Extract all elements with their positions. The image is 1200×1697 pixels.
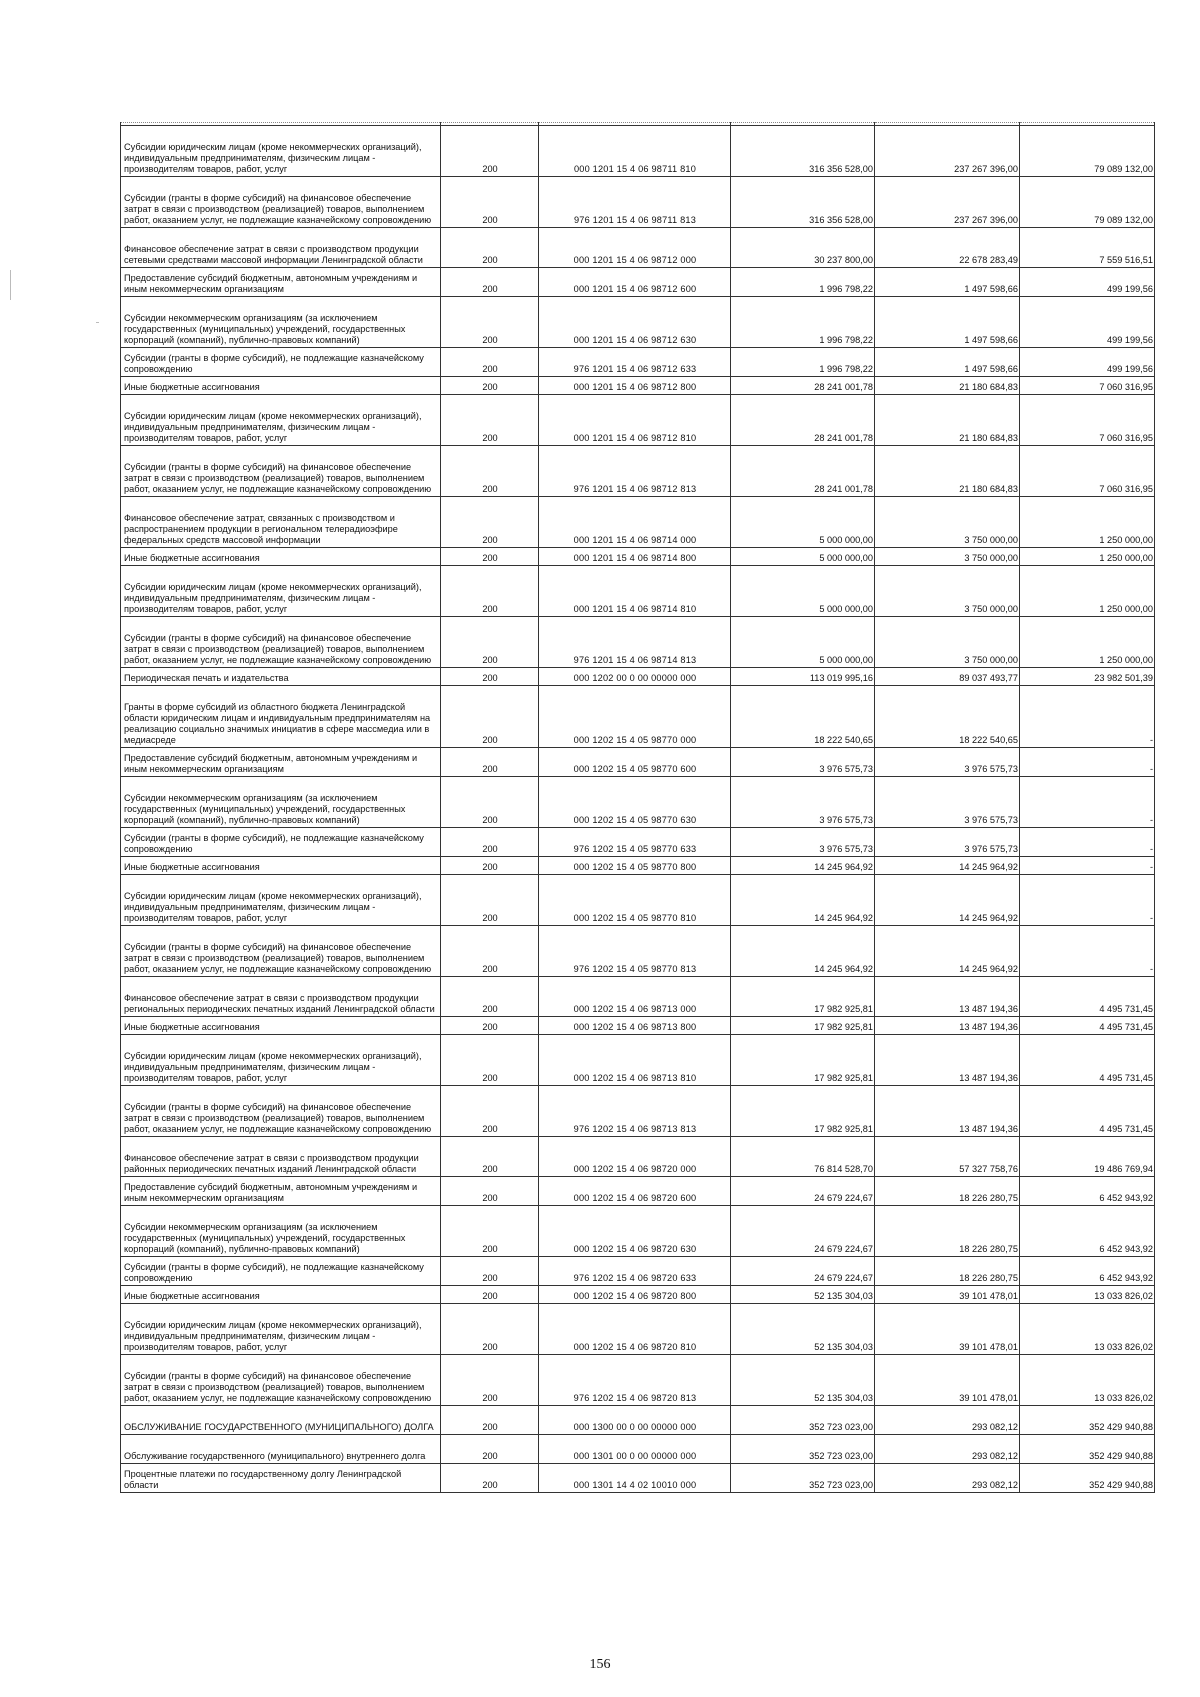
row-remaining-amount-cell: 499 199,56	[1020, 268, 1155, 297]
row-executed-amount-cell: 18 226 280,75	[875, 1177, 1020, 1206]
table-row	[121, 1017, 1155, 1035]
row-executed-amount-cell: 3 976 575,73	[875, 777, 1020, 828]
row-executed-amount-cell: 13 487 194,36	[875, 1035, 1020, 1086]
row-name-cell: Субсидии юридическим лицам (кроме некоммерческих организаций), индивидуальным предпринимателям, физическим лицам - производителям товаров, работ, услуг	[121, 395, 441, 446]
row-executed-amount-cell: 3 750 000,00	[875, 497, 1020, 548]
table-row	[121, 348, 1155, 377]
row-code-200-cell: 200	[441, 1304, 539, 1355]
row-remaining-amount-cell: 1 250 000,00	[1020, 497, 1155, 548]
table-row	[121, 926, 1155, 977]
row-approved-amount-cell: 18 222 540,65	[731, 686, 875, 748]
row-name-cell: ОБСЛУЖИВАНИЕ ГОСУДАРСТВЕННОГО (МУНИЦИПАЛЬНОГО) ДОЛГА	[121, 1406, 441, 1435]
row-remaining-amount-cell: 13 033 826,02	[1020, 1286, 1155, 1304]
row-budget-code-cell: 976 1202 15 4 05 98770 813	[539, 926, 731, 977]
row-remaining-amount-cell: 352 429 940,88	[1020, 1435, 1155, 1464]
row-remaining-amount-cell: -	[1020, 828, 1155, 857]
row-name-cell: Процентные платежи по государственному долгу Ленинградской области	[121, 1464, 441, 1493]
row-code-200-cell: 200	[441, 777, 539, 828]
row-budget-code-cell: 000 1202 15 4 05 98770 810	[539, 875, 731, 926]
row-budget-code-cell: 000 1202 15 4 05 98770 630	[539, 777, 731, 828]
row-name-cell: Иные бюджетные ассигнования	[121, 1286, 441, 1304]
row-remaining-amount-cell: 19 486 769,94	[1020, 1137, 1155, 1177]
table-row	[121, 566, 1155, 617]
row-name-cell: Обслуживание государственного (муниципального) внутреннего долга	[121, 1435, 441, 1464]
row-budget-code-cell: 976 1201 15 4 06 98712 633	[539, 348, 731, 377]
row-executed-amount-cell: 21 180 684,83	[875, 395, 1020, 446]
row-code-200-cell: 200	[441, 228, 539, 268]
row-name-cell: Финансовое обеспечение затрат, связанных с производством и распространением продукции в региональном телерадиоэфире федеральных средств массовой информации	[121, 497, 441, 548]
row-remaining-amount-cell: 6 452 943,92	[1020, 1206, 1155, 1257]
row-name-cell: Предоставление субсидий бюджетным, автономным учреждениям и иным некоммерческим организациям	[121, 748, 441, 777]
row-approved-amount-cell: 17 982 925,81	[731, 1035, 875, 1086]
row-name-cell: Субсидии (гранты в форме субсидий) на финансовое обеспечение затрат в связи с производством (реализацией) товаров, выполнением работ, оказанием услуг, не подлежащие казначейскому сопровождению	[121, 617, 441, 668]
row-remaining-amount-cell: 23 982 501,39	[1020, 668, 1155, 686]
row-code-200-cell: 200	[441, 177, 539, 228]
row-code-200-cell: 200	[441, 686, 539, 748]
row-executed-amount-cell: 13 487 194,36	[875, 1086, 1020, 1137]
table-row	[121, 875, 1155, 926]
table-row	[121, 268, 1155, 297]
row-remaining-amount-cell: 79 089 132,00	[1020, 126, 1155, 177]
row-remaining-amount-cell: 4 495 731,45	[1020, 1017, 1155, 1035]
row-budget-code-cell: 976 1202 15 4 06 98720 633	[539, 1257, 731, 1286]
row-executed-amount-cell: 1 497 598,66	[875, 297, 1020, 348]
row-approved-amount-cell: 352 723 023,00	[731, 1406, 875, 1435]
page-number: 156	[589, 1657, 611, 1672]
table-row	[121, 748, 1155, 777]
row-name-cell: Предоставление субсидий бюджетным, автономным учреждениям и иным некоммерческим организациям	[121, 268, 441, 297]
row-name-cell: Субсидии юридическим лицам (кроме некоммерческих организаций), индивидуальным предпринимателям, физическим лицам - производителям товаров, работ, услуг	[121, 126, 441, 177]
row-approved-amount-cell: 52 135 304,03	[731, 1286, 875, 1304]
table-row	[121, 395, 1155, 446]
row-executed-amount-cell: 237 267 396,00	[875, 126, 1020, 177]
row-code-200-cell: 200	[441, 926, 539, 977]
budget-table-body	[121, 123, 1155, 1493]
row-executed-amount-cell: 18 226 280,75	[875, 1206, 1020, 1257]
row-budget-code-cell: 000 1201 15 4 06 98712 000	[539, 228, 731, 268]
row-name-cell: Финансовое обеспечение затрат в связи с производством продукции районных периодических печатных изданий Ленинградской области	[121, 1137, 441, 1177]
row-executed-amount-cell: 18 222 540,65	[875, 686, 1020, 748]
row-remaining-amount-cell: -	[1020, 875, 1155, 926]
row-approved-amount-cell: 17 982 925,81	[731, 977, 875, 1017]
row-budget-code-cell: 000 1201 15 4 06 98712 800	[539, 377, 731, 395]
row-executed-amount-cell: 237 267 396,00	[875, 177, 1020, 228]
row-budget-code-cell: 000 1300 00 0 00 00000 000	[539, 1406, 731, 1435]
row-executed-amount-cell: 22 678 283,49	[875, 228, 1020, 268]
row-name-cell: Субсидии некоммерческим организациям (за исключением государственных (муниципальных) учреждений, государственных корпораций (компаний), публично-правовых компаний)	[121, 777, 441, 828]
row-name-cell: Субсидии (гранты в форме субсидий), не подлежащие казначейскому сопровождению	[121, 1257, 441, 1286]
row-budget-code-cell: 000 1201 15 4 06 98712 810	[539, 395, 731, 446]
row-approved-amount-cell: 30 237 800,00	[731, 228, 875, 268]
row-approved-amount-cell: 14 245 964,92	[731, 926, 875, 977]
row-code-200-cell: 200	[441, 126, 539, 177]
row-budget-code-cell: 000 1202 15 4 06 98713 800	[539, 1017, 731, 1035]
row-name-cell: Субсидии юридическим лицам (кроме некоммерческих организаций), индивидуальным предпринимателям, физическим лицам - производителям товаров, работ, услуг	[121, 875, 441, 926]
row-code-200-cell: 200	[441, 1286, 539, 1304]
table-row	[121, 548, 1155, 566]
row-code-200-cell: 200	[441, 1086, 539, 1137]
row-name-cell: Иные бюджетные ассигнования	[121, 857, 441, 875]
row-approved-amount-cell: 5 000 000,00	[731, 497, 875, 548]
row-approved-amount-cell: 5 000 000,00	[731, 566, 875, 617]
row-approved-amount-cell: 14 245 964,92	[731, 875, 875, 926]
row-budget-code-cell: 000 1202 15 4 06 98713 000	[539, 977, 731, 1017]
row-code-200-cell: 200	[441, 748, 539, 777]
table-row	[121, 1304, 1155, 1355]
table-row	[121, 668, 1155, 686]
row-budget-code-cell: 000 1202 00 0 00 00000 000	[539, 668, 731, 686]
row-remaining-amount-cell: 1 250 000,00	[1020, 548, 1155, 566]
row-code-200-cell: 200	[441, 1257, 539, 1286]
table-row	[121, 1035, 1155, 1086]
row-name-cell: Иные бюджетные ассигнования	[121, 377, 441, 395]
row-executed-amount-cell: 21 180 684,83	[875, 446, 1020, 497]
row-remaining-amount-cell: 79 089 132,00	[1020, 177, 1155, 228]
row-executed-amount-cell: 39 101 478,01	[875, 1304, 1020, 1355]
row-remaining-amount-cell: 1 250 000,00	[1020, 617, 1155, 668]
row-approved-amount-cell: 5 000 000,00	[731, 617, 875, 668]
row-approved-amount-cell: 28 241 001,78	[731, 446, 875, 497]
row-code-200-cell: 200	[441, 377, 539, 395]
row-remaining-amount-cell: 7 559 516,51	[1020, 228, 1155, 268]
row-code-200-cell: 200	[441, 857, 539, 875]
row-code-200-cell: 200	[441, 446, 539, 497]
row-name-cell: Субсидии (гранты в форме субсидий) на финансовое обеспечение затрат в связи с производством (реализацией) товаров, выполнением работ, оказанием услуг, не подлежащие казначейскому сопровождению	[121, 446, 441, 497]
row-budget-code-cell: 000 1201 15 4 06 98714 800	[539, 548, 731, 566]
row-remaining-amount-cell: 7 060 316,95	[1020, 446, 1155, 497]
row-remaining-amount-cell: 6 452 943,92	[1020, 1257, 1155, 1286]
row-budget-code-cell: 000 1202 15 4 06 98720 810	[539, 1304, 731, 1355]
table-row	[121, 1206, 1155, 1257]
row-approved-amount-cell: 316 356 528,00	[731, 177, 875, 228]
row-approved-amount-cell: 52 135 304,03	[731, 1304, 875, 1355]
row-executed-amount-cell: 293 082,12	[875, 1435, 1020, 1464]
row-code-200-cell: 200	[441, 1177, 539, 1206]
row-budget-code-cell: 000 1202 15 4 06 98720 600	[539, 1177, 731, 1206]
row-name-cell: Субсидии некоммерческим организациям (за исключением государственных (муниципальных) учреждений, государственных корпораций (компаний), публично-правовых компаний)	[121, 1206, 441, 1257]
row-approved-amount-cell: 24 679 224,67	[731, 1206, 875, 1257]
table-row	[121, 1286, 1155, 1304]
row-executed-amount-cell: 14 245 964,92	[875, 926, 1020, 977]
row-budget-code-cell: 976 1202 15 4 06 98713 813	[539, 1086, 731, 1137]
row-remaining-amount-cell: -	[1020, 777, 1155, 828]
row-remaining-amount-cell: 4 495 731,45	[1020, 1035, 1155, 1086]
row-executed-amount-cell: 18 226 280,75	[875, 1257, 1020, 1286]
table-row	[121, 1464, 1155, 1493]
table-row	[121, 497, 1155, 548]
row-code-200-cell: 200	[441, 297, 539, 348]
table-row	[121, 1406, 1155, 1435]
row-name-cell: Субсидии (гранты в форме субсидий), не подлежащие казначейскому сопровождению	[121, 828, 441, 857]
scan-mark	[10, 270, 11, 300]
row-approved-amount-cell: 52 135 304,03	[731, 1355, 875, 1406]
row-remaining-amount-cell: 499 199,56	[1020, 348, 1155, 377]
row-name-cell: Субсидии (гранты в форме субсидий) на финансовое обеспечение затрат в связи с производством (реализацией) товаров, выполнением работ, оказанием услуг, не подлежащие казначейскому сопровождению	[121, 1086, 441, 1137]
row-budget-code-cell: 976 1202 15 4 06 98720 813	[539, 1355, 731, 1406]
row-budget-code-cell: 000 1301 00 0 00 00000 000	[539, 1435, 731, 1464]
row-approved-amount-cell: 24 679 224,67	[731, 1257, 875, 1286]
row-approved-amount-cell: 316 356 528,00	[731, 126, 875, 177]
budget-table-sheet	[120, 122, 1154, 1493]
row-code-200-cell: 200	[441, 497, 539, 548]
row-approved-amount-cell: 24 679 224,67	[731, 1177, 875, 1206]
row-name-cell: Субсидии юридическим лицам (кроме некоммерческих организаций), индивидуальным предпринимателям, физическим лицам - производителям товаров, работ, услуг	[121, 1304, 441, 1355]
row-code-200-cell: 200	[441, 1355, 539, 1406]
row-budget-code-cell: 000 1301 14 4 02 10010 000	[539, 1464, 731, 1493]
row-executed-amount-cell: 13 487 194,36	[875, 1017, 1020, 1035]
table-row	[121, 297, 1155, 348]
scan-mark	[96, 322, 99, 323]
row-name-cell: Финансовое обеспечение затрат в связи с производством продукции сетевыми средствами массовой информации Ленинградской области	[121, 228, 441, 268]
table-row	[121, 828, 1155, 857]
row-code-200-cell: 200	[441, 1035, 539, 1086]
row-budget-code-cell: 976 1202 15 4 05 98770 633	[539, 828, 731, 857]
row-approved-amount-cell: 5 000 000,00	[731, 548, 875, 566]
table-row	[121, 857, 1155, 875]
row-remaining-amount-cell: 1 250 000,00	[1020, 566, 1155, 617]
row-remaining-amount-cell: 352 429 940,88	[1020, 1406, 1155, 1435]
row-name-cell: Иные бюджетные ассигнования	[121, 1017, 441, 1035]
row-budget-code-cell: 976 1201 15 4 06 98711 813	[539, 177, 731, 228]
budget-table	[120, 122, 1155, 1493]
row-name-cell: Гранты в форме субсидий из областного бюджета Ленинградской области юридическим лицам и индивидуальным предпринимателям на реализацию социально значимых инициатив в сфере массмедиа или в медиасреде	[121, 686, 441, 748]
row-executed-amount-cell: 3 750 000,00	[875, 617, 1020, 668]
row-code-200-cell: 200	[441, 548, 539, 566]
row-code-200-cell: 200	[441, 875, 539, 926]
table-row	[121, 617, 1155, 668]
row-code-200-cell: 200	[441, 395, 539, 446]
row-remaining-amount-cell: -	[1020, 857, 1155, 875]
row-approved-amount-cell: 28 241 001,78	[731, 395, 875, 446]
row-code-200-cell: 200	[441, 668, 539, 686]
row-name-cell: Субсидии (гранты в форме субсидий) на финансовое обеспечение затрат в связи с производством (реализацией) товаров, выполнением работ, оказанием услуг, не подлежащие казначейскому сопровождению	[121, 1355, 441, 1406]
row-approved-amount-cell: 1 996 798,22	[731, 297, 875, 348]
row-budget-code-cell: 000 1202 15 4 05 98770 800	[539, 857, 731, 875]
row-budget-code-cell: 000 1202 15 4 05 98770 600	[539, 748, 731, 777]
row-remaining-amount-cell: 13 033 826,02	[1020, 1304, 1155, 1355]
row-approved-amount-cell: 17 982 925,81	[731, 1086, 875, 1137]
row-code-200-cell: 200	[441, 566, 539, 617]
row-executed-amount-cell: 89 037 493,77	[875, 668, 1020, 686]
row-approved-amount-cell: 352 723 023,00	[731, 1435, 875, 1464]
row-code-200-cell: 200	[441, 1464, 539, 1493]
row-remaining-amount-cell: 499 199,56	[1020, 297, 1155, 348]
row-executed-amount-cell: 13 487 194,36	[875, 977, 1020, 1017]
row-approved-amount-cell: 1 996 798,22	[731, 348, 875, 377]
row-executed-amount-cell: 3 976 575,73	[875, 748, 1020, 777]
row-code-200-cell: 200	[441, 617, 539, 668]
row-code-200-cell: 200	[441, 977, 539, 1017]
row-executed-amount-cell: 57 327 758,76	[875, 1137, 1020, 1177]
row-name-cell: Субсидии (гранты в форме субсидий), не подлежащие казначейскому сопровождению	[121, 348, 441, 377]
row-remaining-amount-cell: -	[1020, 748, 1155, 777]
row-code-200-cell: 200	[441, 268, 539, 297]
table-row	[121, 1355, 1155, 1406]
row-code-200-cell: 200	[441, 1435, 539, 1464]
table-row	[121, 177, 1155, 228]
row-budget-code-cell: 000 1202 15 4 06 98720 630	[539, 1206, 731, 1257]
table-row	[121, 686, 1155, 748]
row-budget-code-cell: 000 1202 15 4 06 98720 000	[539, 1137, 731, 1177]
row-budget-code-cell: 000 1201 15 4 06 98714 000	[539, 497, 731, 548]
row-executed-amount-cell: 39 101 478,01	[875, 1355, 1020, 1406]
table-row	[121, 1257, 1155, 1286]
row-executed-amount-cell: 39 101 478,01	[875, 1286, 1020, 1304]
row-name-cell: Финансовое обеспечение затрат в связи с производством продукции региональных периодических печатных изданий Ленинградской области	[121, 977, 441, 1017]
table-row	[121, 126, 1155, 177]
row-remaining-amount-cell: -	[1020, 686, 1155, 748]
table-row	[121, 228, 1155, 268]
row-remaining-amount-cell: -	[1020, 926, 1155, 977]
row-approved-amount-cell: 1 996 798,22	[731, 268, 875, 297]
row-name-cell: Периодическая печать и издательства	[121, 668, 441, 686]
row-executed-amount-cell: 3 750 000,00	[875, 566, 1020, 617]
table-row	[121, 1137, 1155, 1177]
row-approved-amount-cell: 76 814 528,70	[731, 1137, 875, 1177]
row-remaining-amount-cell: 7 060 316,95	[1020, 395, 1155, 446]
table-row	[121, 1177, 1155, 1206]
row-executed-amount-cell: 14 245 964,92	[875, 857, 1020, 875]
row-code-200-cell: 200	[441, 1406, 539, 1435]
row-approved-amount-cell: 17 982 925,81	[731, 1017, 875, 1035]
row-budget-code-cell: 976 1201 15 4 06 98714 813	[539, 617, 731, 668]
table-row	[121, 1086, 1155, 1137]
row-approved-amount-cell: 3 976 575,73	[731, 828, 875, 857]
row-executed-amount-cell: 1 497 598,66	[875, 268, 1020, 297]
table-row	[121, 377, 1155, 395]
row-budget-code-cell: 000 1202 15 4 05 98770 000	[539, 686, 731, 748]
row-name-cell: Субсидии юридическим лицам (кроме некоммерческих организаций), индивидуальным предпринимателям, физическим лицам - производителям товаров, работ, услуг	[121, 1035, 441, 1086]
row-name-cell: Субсидии некоммерческим организациям (за исключением государственных (муниципальных) учреждений, государственных корпораций (компаний), публично-правовых компаний)	[121, 297, 441, 348]
row-approved-amount-cell: 28 241 001,78	[731, 377, 875, 395]
row-approved-amount-cell: 3 976 575,73	[731, 748, 875, 777]
row-remaining-amount-cell: 7 060 316,95	[1020, 377, 1155, 395]
row-name-cell: Иные бюджетные ассигнования	[121, 548, 441, 566]
row-remaining-amount-cell: 6 452 943,92	[1020, 1177, 1155, 1206]
row-executed-amount-cell: 14 245 964,92	[875, 875, 1020, 926]
row-budget-code-cell: 000 1201 15 4 06 98712 600	[539, 268, 731, 297]
table-row	[121, 1435, 1155, 1464]
row-approved-amount-cell: 113 019 995,16	[731, 668, 875, 686]
row-executed-amount-cell: 3 750 000,00	[875, 548, 1020, 566]
row-code-200-cell: 200	[441, 828, 539, 857]
row-approved-amount-cell: 14 245 964,92	[731, 857, 875, 875]
row-name-cell: Субсидии (гранты в форме субсидий) на финансовое обеспечение затрат в связи с производством (реализацией) товаров, выполнением работ, оказанием услуг, не подлежащие казначейскому сопровождению	[121, 926, 441, 977]
row-budget-code-cell: 000 1201 15 4 06 98711 810	[539, 126, 731, 177]
row-budget-code-cell: 000 1201 15 4 06 98712 630	[539, 297, 731, 348]
row-name-cell: Субсидии (гранты в форме субсидий) на финансовое обеспечение затрат в связи с производством (реализацией) товаров, выполнением работ, оказанием услуг, не подлежащие казначейскому сопровождению	[121, 177, 441, 228]
table-row	[121, 446, 1155, 497]
row-remaining-amount-cell: 4 495 731,45	[1020, 1086, 1155, 1137]
row-name-cell: Предоставление субсидий бюджетным, автономным учреждениям и иным некоммерческим организациям	[121, 1177, 441, 1206]
row-executed-amount-cell: 293 082,12	[875, 1464, 1020, 1493]
row-approved-amount-cell: 352 723 023,00	[731, 1464, 875, 1493]
row-budget-code-cell: 000 1202 15 4 06 98713 810	[539, 1035, 731, 1086]
row-executed-amount-cell: 21 180 684,83	[875, 377, 1020, 395]
row-name-cell: Субсидии юридическим лицам (кроме некоммерческих организаций), индивидуальным предпринимателям, физическим лицам - производителям товаров, работ, услуг	[121, 566, 441, 617]
table-row	[121, 777, 1155, 828]
row-remaining-amount-cell: 352 429 940,88	[1020, 1464, 1155, 1493]
row-executed-amount-cell: 1 497 598,66	[875, 348, 1020, 377]
row-approved-amount-cell: 3 976 575,73	[731, 777, 875, 828]
row-remaining-amount-cell: 13 033 826,02	[1020, 1355, 1155, 1406]
row-executed-amount-cell: 3 976 575,73	[875, 828, 1020, 857]
row-budget-code-cell: 000 1201 15 4 06 98714 810	[539, 566, 731, 617]
row-budget-code-cell: 976 1201 15 4 06 98712 813	[539, 446, 731, 497]
row-executed-amount-cell: 293 082,12	[875, 1406, 1020, 1435]
row-code-200-cell: 200	[441, 1137, 539, 1177]
row-budget-code-cell: 000 1202 15 4 06 98720 800	[539, 1286, 731, 1304]
table-row	[121, 977, 1155, 1017]
row-code-200-cell: 200	[441, 1017, 539, 1035]
row-code-200-cell: 200	[441, 348, 539, 377]
row-code-200-cell: 200	[441, 1206, 539, 1257]
row-remaining-amount-cell: 4 495 731,45	[1020, 977, 1155, 1017]
